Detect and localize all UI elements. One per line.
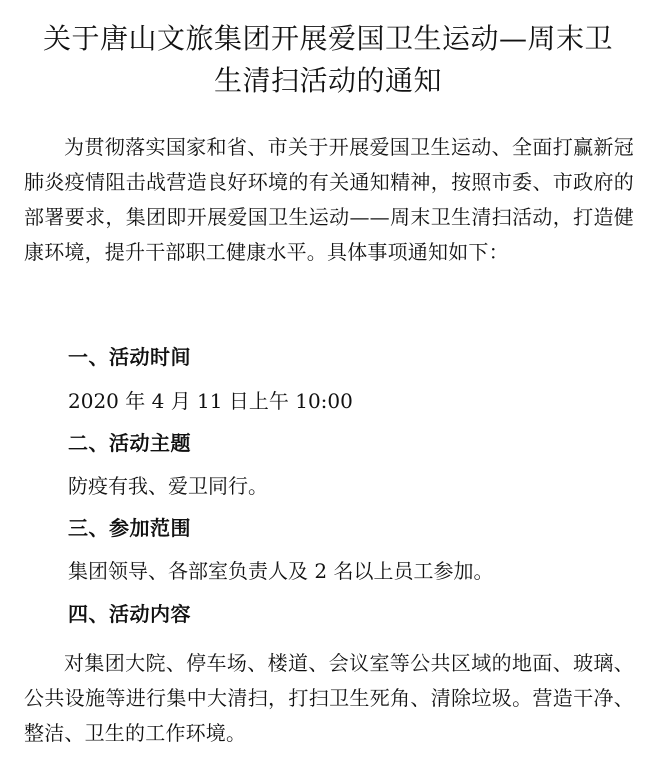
section-content-activity: 对集团大院、停车场、楼道、会议室等公共区域的地面、玻璃、公共设施等进行集中大清扫，打扫卫生死角、清除垃圾。营造干净、整洁、卫生的工作环境。: [24, 651, 634, 745]
section-heading-content: 四、活动内容: [68, 602, 191, 626]
intro-paragraph: 为贯彻落实国家和省、市关于开展爱国卫生运动、全面打赢新冠肺炎疫情阻击战营造良好环境的有关通知精神，按照市委、市政府的部署要求，集团即开展爱国卫生运动——周末卫生清扫活动，打造健康环境，提升干部职工健康水平。具体事项通知如下：: [24, 135, 634, 264]
document-title: [18, 18, 638, 102]
section-content-time: 2020 年 4 月 11 日上午 10:00: [68, 389, 353, 413]
section-content-theme: 防疫有我、爱卫同行。: [68, 474, 268, 498]
document-title-line-1: 关于唐山文旅集团开展爱国卫生运动—周末卫: [42, 22, 613, 55]
section-heading-time: 一、活动时间: [68, 345, 191, 369]
section-heading-theme: 二、活动主题: [68, 431, 191, 455]
document-title-line-2: 生清扫活动的通知: [213, 64, 442, 97]
section-heading-scope: 三、参加范围: [68, 516, 191, 540]
section-content-scope: 集团领导、各部室负责人及 2 名以上员工参加。: [68, 559, 494, 583]
